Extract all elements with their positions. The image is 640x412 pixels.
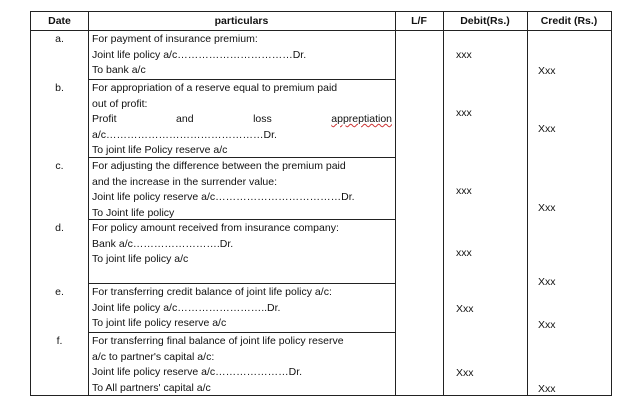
header-particulars: particulars <box>214 15 269 27</box>
entry-particulars <box>92 221 392 268</box>
debit-amount: xxx <box>456 247 472 259</box>
entry-divider <box>88 332 395 333</box>
particulars-line: For adjusting the difference between the premium paid <box>92 160 346 172</box>
particulars-line: For policy amount received from insurance company: <box>92 222 339 234</box>
particulars-line: For appropriation of a reserve equal to premium paid <box>92 82 338 94</box>
particulars-word: loss <box>253 113 272 125</box>
entry-particulars <box>92 32 392 79</box>
column-divider <box>395 12 396 395</box>
particulars-line: To joint life policy reserve a/c <box>92 317 227 329</box>
credit-amount: Xxx <box>538 202 556 214</box>
particulars-line: To joint life Policy reserve a/c <box>92 144 228 156</box>
particulars-line <box>92 112 392 128</box>
particulars-line: a/c………………………………………Dr. <box>92 128 277 141</box>
credit-amount: Xxx <box>538 123 556 135</box>
entry-date: d. <box>55 222 64 234</box>
header-date: Date <box>48 15 71 27</box>
header-lf: L/F <box>411 15 427 27</box>
particulars-line: Joint life policy reserve a/c…………………Dr. <box>92 366 303 378</box>
entry-date: c. <box>55 160 64 172</box>
header-debit: Debit(Rs.) <box>460 15 510 27</box>
entry-date: e. <box>55 286 64 298</box>
entry-divider <box>88 283 395 284</box>
debit-amount: xxx <box>456 185 472 197</box>
entry-particulars <box>92 159 392 221</box>
debit-amount: Xxx <box>456 303 474 315</box>
entry-particulars <box>92 81 392 159</box>
entry-divider <box>88 79 395 80</box>
particulars-line: To bank a/c <box>92 64 146 76</box>
debit-amount: xxx <box>456 49 472 61</box>
particulars-line: out of profit: <box>92 97 148 110</box>
particulars-line: To joint life policy a/c <box>92 253 189 265</box>
particulars-line: a/c to partner's capital a/c: <box>92 350 215 363</box>
credit-amount: Xxx <box>538 65 556 77</box>
entry-date: f. <box>56 335 63 347</box>
particulars-word: appreptiation <box>331 113 392 125</box>
particulars-line: and the increase in the surrender value: <box>92 175 278 188</box>
particulars-line: For payment of insurance premium: <box>92 33 258 45</box>
journal-table <box>30 11 612 396</box>
particulars-line: For transferring credit balance of joint life policy a/c: <box>92 286 332 298</box>
particulars-line: Joint life policy a/c……………………..Dr. <box>92 301 281 314</box>
entry-date: a. <box>55 33 64 45</box>
particulars-line: Joint life policy reserve a/c………………………………Dr. <box>92 191 355 203</box>
particulars-word: Profit <box>92 113 117 125</box>
entry-particulars <box>92 285 392 332</box>
particulars-line: Joint life policy a/c……………………………Dr. <box>92 48 307 61</box>
debit-amount: Xxx <box>456 367 474 379</box>
column-divider <box>527 12 528 395</box>
debit-amount: xxx <box>456 107 472 119</box>
column-divider <box>443 12 444 395</box>
header-divider <box>31 30 611 31</box>
column-divider <box>88 12 89 395</box>
header-credit: Credit (Rs.) <box>540 15 598 27</box>
particulars-line: For transferring final balance of joint life policy reserve <box>92 335 344 347</box>
credit-amount: Xxx <box>538 276 556 288</box>
particulars-line: Bank a/c…………………….Dr. <box>92 237 234 250</box>
particulars-word: and <box>176 113 194 125</box>
particulars-line: To All partners' capital a/c <box>92 381 211 394</box>
entry-particulars <box>92 334 392 396</box>
credit-amount: Xxx <box>538 383 556 395</box>
credit-amount: Xxx <box>538 319 556 331</box>
particulars-line: To Joint life policy <box>92 206 175 219</box>
entry-date: b. <box>55 82 64 94</box>
